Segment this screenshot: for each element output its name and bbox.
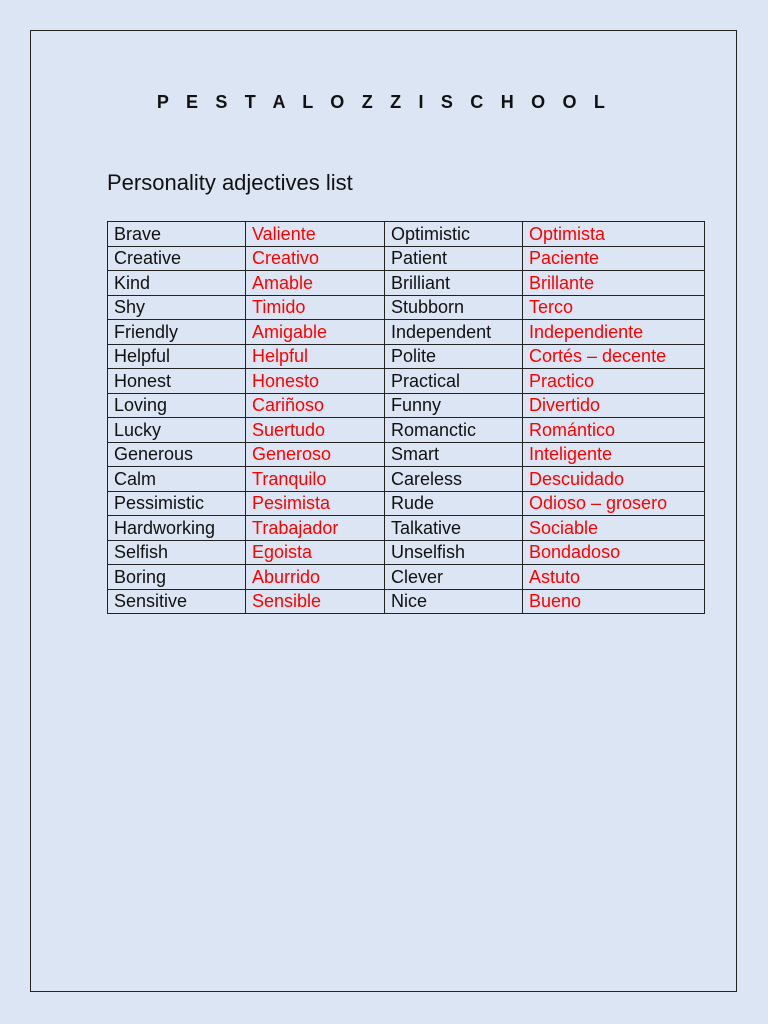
spanish-translation-cell: Helpful	[246, 344, 385, 369]
table-row	[108, 295, 705, 320]
spanish-translation-cell: Brillante	[523, 271, 705, 296]
spanish-translation-cell: Generoso	[246, 442, 385, 467]
english-word-cell: Funny	[385, 393, 523, 418]
school-title: P E S T A L O Z Z I S C H O O L	[156, 92, 612, 112]
english-word-cell: Clever	[385, 565, 523, 590]
spanish-translation-cell: Timido	[246, 295, 385, 320]
spanish-translation-cell: Independiente	[523, 320, 705, 345]
table-row	[108, 271, 705, 296]
spanish-translation-cell: Pesimista	[246, 491, 385, 516]
english-word-cell: Selfish	[108, 540, 246, 565]
spanish-translation-cell: Honesto	[246, 369, 385, 394]
english-word-cell: Honest	[108, 369, 246, 394]
english-word-cell: Lucky	[108, 418, 246, 443]
spanish-translation-cell: Descuidado	[523, 467, 705, 492]
english-word-cell: Boring	[108, 565, 246, 590]
english-word-cell: Unselfish	[385, 540, 523, 565]
english-word-cell: Romanctic	[385, 418, 523, 443]
table-row	[108, 442, 705, 467]
spanish-translation-cell: Paciente	[523, 246, 705, 271]
spanish-translation-cell: Valiente	[246, 222, 385, 247]
english-word-cell: Optimistic	[385, 222, 523, 247]
spanish-translation-cell: Divertido	[523, 393, 705, 418]
english-word-cell: Polite	[385, 344, 523, 369]
english-word-cell: Generous	[108, 442, 246, 467]
english-word-cell: Sensitive	[108, 589, 246, 614]
english-word-cell: Careless	[385, 467, 523, 492]
spanish-translation-cell: Suertudo	[246, 418, 385, 443]
spanish-translation-cell: Odioso – grosero	[523, 491, 705, 516]
spanish-translation-cell: Astuto	[523, 565, 705, 590]
english-word-cell: Helpful	[108, 344, 246, 369]
spanish-translation-cell: Cortés – decente	[523, 344, 705, 369]
english-word-cell: Stubborn	[385, 295, 523, 320]
spanish-translation-cell: Creativo	[246, 246, 385, 271]
english-word-cell: Brave	[108, 222, 246, 247]
english-word-cell: Hardworking	[108, 516, 246, 541]
english-word-cell: Rude	[385, 491, 523, 516]
english-word-cell: Pessimistic	[108, 491, 246, 516]
english-word-cell: Independent	[385, 320, 523, 345]
table-row	[108, 565, 705, 590]
table-row	[108, 222, 705, 247]
table-row	[108, 246, 705, 271]
adjectives-table-body	[108, 222, 705, 614]
spanish-translation-cell: Cariñoso	[246, 393, 385, 418]
english-word-cell: Creative	[108, 246, 246, 271]
table-row	[108, 344, 705, 369]
table-row	[108, 516, 705, 541]
spanish-translation-cell: Tranquilo	[246, 467, 385, 492]
spanish-translation-cell: Terco	[523, 295, 705, 320]
table-row	[108, 418, 705, 443]
table-row	[108, 540, 705, 565]
spanish-translation-cell: Amable	[246, 271, 385, 296]
english-word-cell: Kind	[108, 271, 246, 296]
table-row	[108, 491, 705, 516]
spanish-translation-cell: Bondadoso	[523, 540, 705, 565]
english-word-cell: Patient	[385, 246, 523, 271]
spanish-translation-cell: Bueno	[523, 589, 705, 614]
table-row	[108, 589, 705, 614]
english-word-cell: Loving	[108, 393, 246, 418]
spanish-translation-cell: Inteligente	[523, 442, 705, 467]
spanish-translation-cell: Amigable	[246, 320, 385, 345]
english-word-cell: Talkative	[385, 516, 523, 541]
spanish-translation-cell: Aburrido	[246, 565, 385, 590]
adjectives-table	[107, 221, 705, 614]
spanish-translation-cell: Romántico	[523, 418, 705, 443]
table-row	[108, 320, 705, 345]
english-word-cell: Shy	[108, 295, 246, 320]
english-word-cell: Calm	[108, 467, 246, 492]
spanish-translation-cell: Optimista	[523, 222, 705, 247]
english-word-cell: Friendly	[108, 320, 246, 345]
spanish-translation-cell: Sensible	[246, 589, 385, 614]
english-word-cell: Nice	[385, 589, 523, 614]
english-word-cell: Brilliant	[385, 271, 523, 296]
list-title: Personality adjectives list	[107, 170, 353, 195]
spanish-translation-cell: Egoista	[246, 540, 385, 565]
english-word-cell: Practical	[385, 369, 523, 394]
table-row	[108, 467, 705, 492]
table-row	[108, 393, 705, 418]
english-word-cell: Smart	[385, 442, 523, 467]
spanish-translation-cell: Trabajador	[246, 516, 385, 541]
spanish-translation-cell: Sociable	[523, 516, 705, 541]
spanish-translation-cell: Practico	[523, 369, 705, 394]
table-row	[108, 369, 705, 394]
